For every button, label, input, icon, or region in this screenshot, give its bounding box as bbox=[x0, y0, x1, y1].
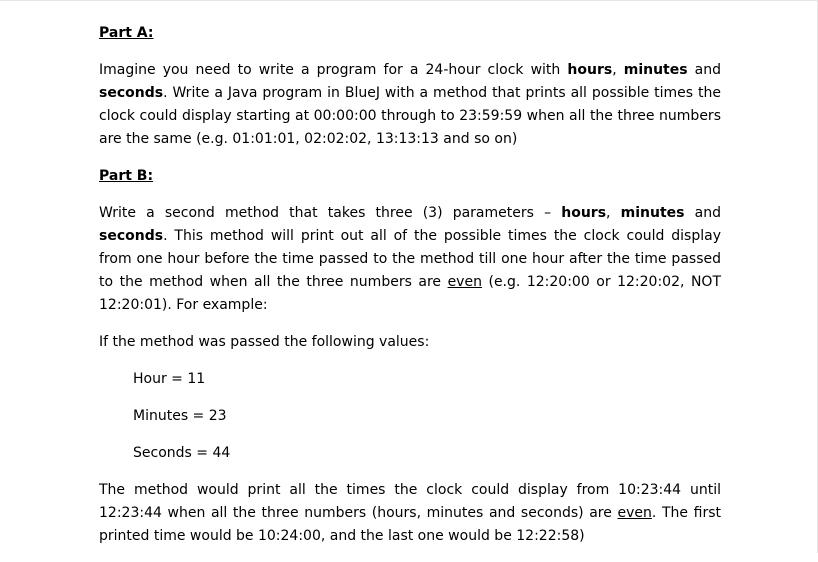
part-a-heading: Part A: bbox=[99, 25, 154, 41]
value-minutes: Minutes = 23 bbox=[133, 408, 227, 424]
document-body bbox=[99, 22, 721, 562]
final-text-2: . The first printed time would be 10:24:00, and the last one would be 12:22:58) bbox=[99, 505, 721, 544]
part-a-text-4: . Write a Java program in BlueJ with a method that prints all possible times the clock could display starting at 00:00:00 through to 23:59:59 when all the three numbers are the same (e.g. 01:01:01, 02:02:02, 13:13:13 and so on) bbox=[99, 85, 721, 147]
part-b-heading: Part B: bbox=[99, 168, 154, 184]
part-b-bold-hours: hours bbox=[561, 205, 607, 221]
value-hour: Hour = 11 bbox=[133, 371, 206, 387]
final-text-1: The method would print all the times the clock could display from 10:23:44 until 12:23:44 when all the three numbers (hours, minutes and seconds) are bbox=[99, 482, 721, 521]
value-seconds: Seconds = 44 bbox=[133, 445, 231, 461]
values-intro: If the method was passed the following values: bbox=[99, 334, 430, 350]
final-underline-even: even bbox=[617, 505, 652, 521]
part-b-text-3: and bbox=[684, 205, 721, 221]
part-b-paragraph bbox=[99, 202, 721, 317]
part-b-text-1: Write a second method that takes three (3) parameters – bbox=[99, 205, 562, 221]
part-a-text-3: and bbox=[687, 62, 722, 78]
part-a-bold-hours: hours bbox=[567, 62, 613, 78]
part-a-paragraph bbox=[99, 59, 721, 151]
part-b-text-4: . This method will print out all of the possible times the clock could display from one hour before the time passed to the method till one hour after the time passed to the method when all the three numbers are bbox=[99, 228, 721, 290]
part-b-text-5: (e.g. 12:20:00 or 12:20:02, NOT 12:20:01). For example: bbox=[99, 274, 721, 313]
part-b-bold-seconds: seconds bbox=[99, 228, 164, 244]
part-b-bold-minutes: minutes bbox=[620, 205, 685, 221]
part-a-bold-minutes: minutes bbox=[623, 62, 688, 78]
page-top-edge bbox=[0, 0, 818, 1]
part-b-underline-even: even bbox=[447, 274, 482, 290]
part-a-text-2: , bbox=[612, 62, 624, 78]
part-a-text-1: Imagine you need to write a program for a 24-hour clock with bbox=[99, 62, 568, 78]
part-a-bold-seconds: seconds bbox=[99, 85, 164, 101]
final-paragraph bbox=[99, 479, 721, 548]
part-b-text-2: , bbox=[606, 205, 621, 221]
